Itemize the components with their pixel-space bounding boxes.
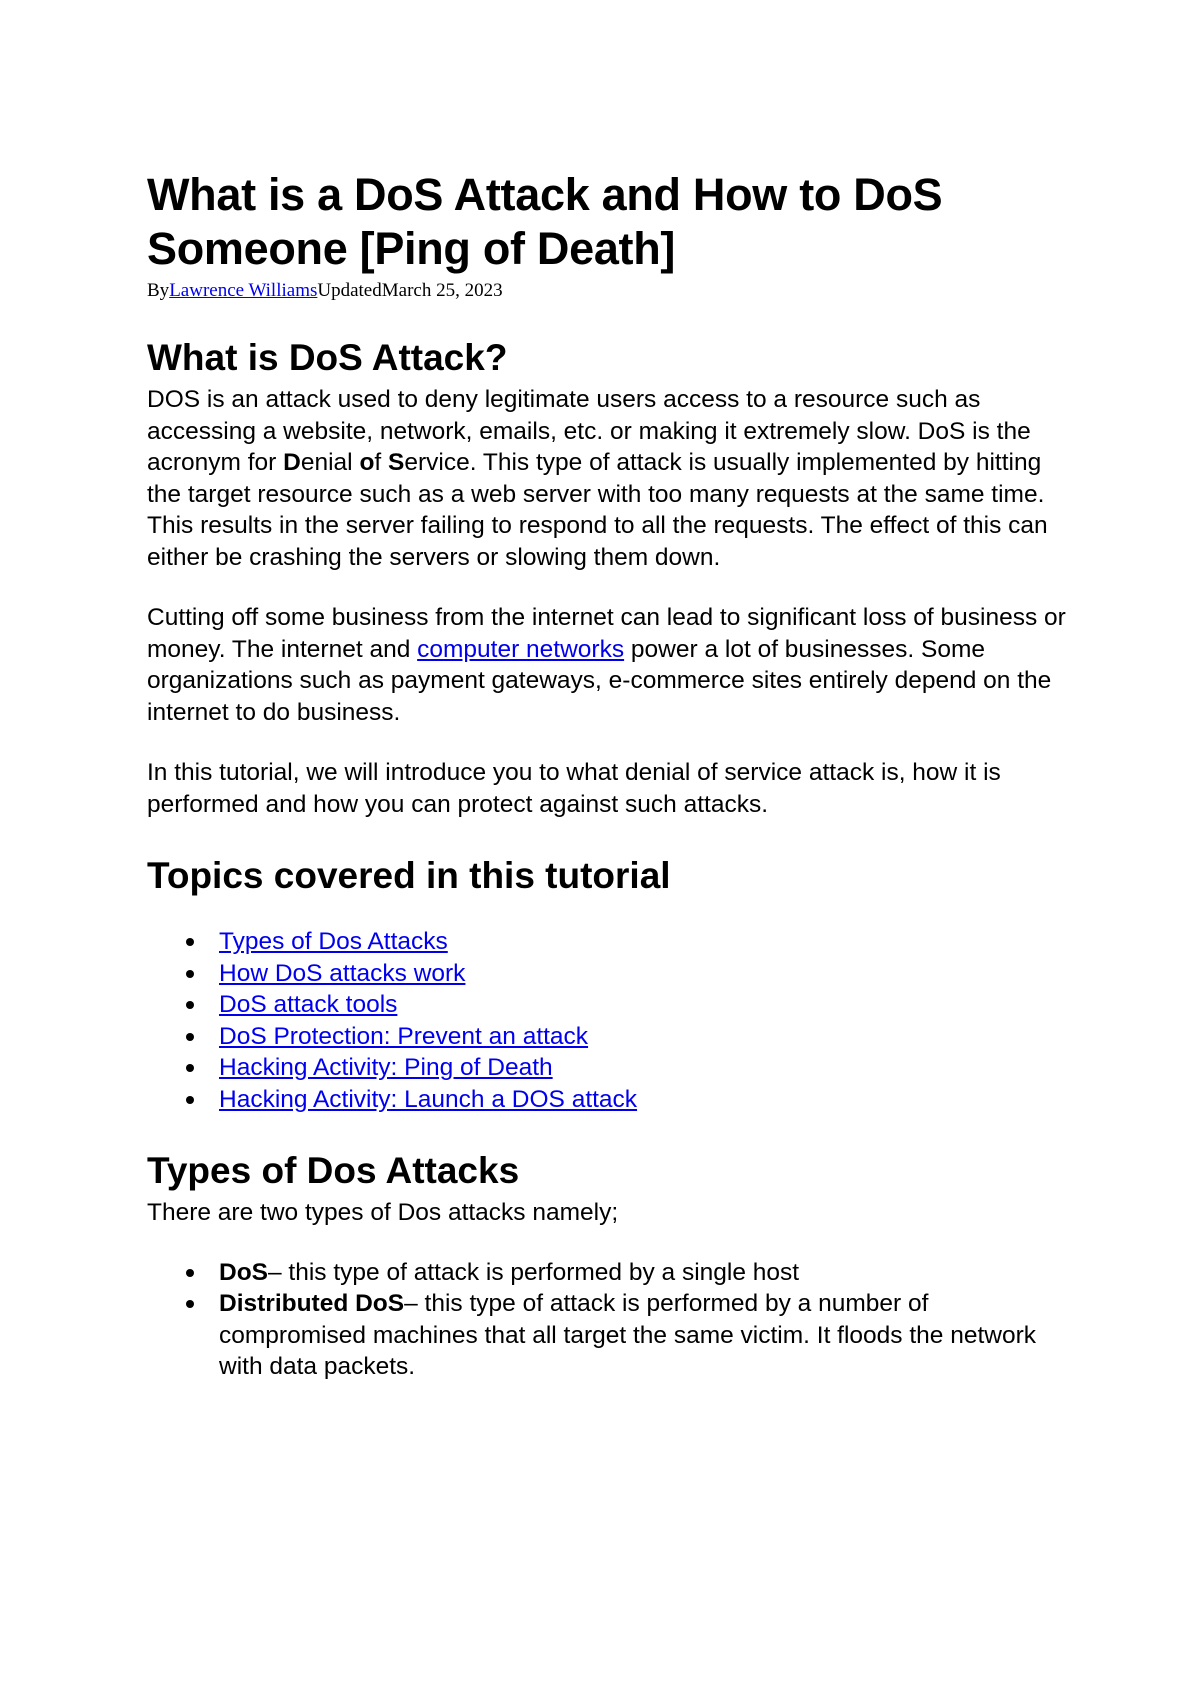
page-title: What is a DoS Attack and How to DoS Someone [Ping of Death]: [147, 169, 943, 274]
paragraph-types-intro: There are two types of Dos attacks namely;: [147, 1199, 619, 1226]
types-list: [147, 1257, 1067, 1383]
list-item: [147, 1257, 1067, 1289]
byline: [147, 280, 1067, 302]
list-item: [147, 1021, 1067, 1053]
definition-text-2: ervice. This type of attack is usually implemented by hitting the target resource such as a web server with too many requests at the same time. This results in the server failing to respond to all the requests. The effect of this can either be crashing the servers or slowing them down.: [147, 449, 1048, 571]
type-term: DoS: [219, 1258, 268, 1286]
impact-text-1: Cutting off some business from the internet can lead to significant loss of business or money. The internet and: [147, 604, 1066, 663]
heading-what-is-dos: What is DoS Attack?: [147, 337, 508, 378]
type-term: Distributed DoS: [219, 1290, 405, 1317]
definition-bold-d: D: [283, 449, 301, 476]
type-description: – this type of attack is performed by a number of compromised machines that all target the same victim. It floods the network with data packets.: [219, 1290, 1037, 1380]
topic-link-how-it-works[interactable]: How DoS attacks work: [219, 959, 466, 987]
author-link[interactable]: Lawrence Williams: [169, 280, 318, 301]
topic-link-ping-of-death[interactable]: Hacking Activity: Ping of Death: [219, 1054, 553, 1081]
paragraph-definition: [147, 384, 1067, 573]
byline-by-label: By: [147, 280, 170, 301]
bullet-icon: [186, 1064, 194, 1072]
type-description: – this type of attack is performed by a single host: [268, 1258, 800, 1286]
heading-types: Types of Dos Attacks: [147, 1150, 520, 1191]
bullet-icon: [186, 1269, 194, 1277]
list-item: [147, 958, 1067, 990]
byline-updated-label: Updated: [317, 280, 382, 301]
bullet-icon: [186, 970, 194, 978]
list-item: [147, 1084, 1067, 1116]
impact-text-2: power a lot of businesses. Some organizations such as payment gateways, e-commerce sites entirely depend on the internet to do business.: [147, 635, 1052, 726]
bullet-icon: [186, 1300, 194, 1308]
topic-link-tools[interactable]: DoS attack tools: [219, 991, 398, 1018]
bullet-icon: [186, 1033, 194, 1041]
definition-bold-o: o: [359, 449, 375, 476]
paragraph-business-impact: [147, 602, 1067, 728]
heading-topics: Topics covered in this tutorial: [147, 855, 671, 896]
list-item: [147, 926, 1067, 958]
article: [147, 168, 1067, 1383]
topics-list: [147, 926, 1067, 1115]
definition-text-f: f: [374, 449, 389, 476]
list-item: [147, 989, 1067, 1021]
bullet-icon: [186, 1001, 194, 1009]
topic-link-launch-dos[interactable]: Hacking Activity: Launch a DOS attack: [219, 1085, 638, 1113]
bullet-icon: [186, 1096, 194, 1104]
topic-link-protection[interactable]: DoS Protection: Prevent an attack: [219, 1022, 589, 1050]
definition-text-1: DOS is an attack used to deny legitimate users access to a resource such as accessing a website, network, emails, etc. or making it extremely slow. DoS is the acronym for: [147, 386, 1031, 476]
paragraph-tutorial-intro: In this tutorial, we will introduce you to what denial of service attack is, how it is performed and how you can protect against such attacks.: [147, 759, 1001, 818]
bullet-icon: [186, 938, 194, 946]
definition-bold-s: S: [388, 449, 405, 476]
topic-link-types[interactable]: Types of Dos Attacks: [219, 928, 448, 955]
computer-networks-link[interactable]: computer networks: [417, 635, 625, 663]
list-item: [147, 1052, 1067, 1084]
list-item: [147, 1288, 1067, 1383]
definition-text-enial: enial: [300, 449, 360, 476]
byline-date: March 25, 2023: [381, 280, 503, 301]
